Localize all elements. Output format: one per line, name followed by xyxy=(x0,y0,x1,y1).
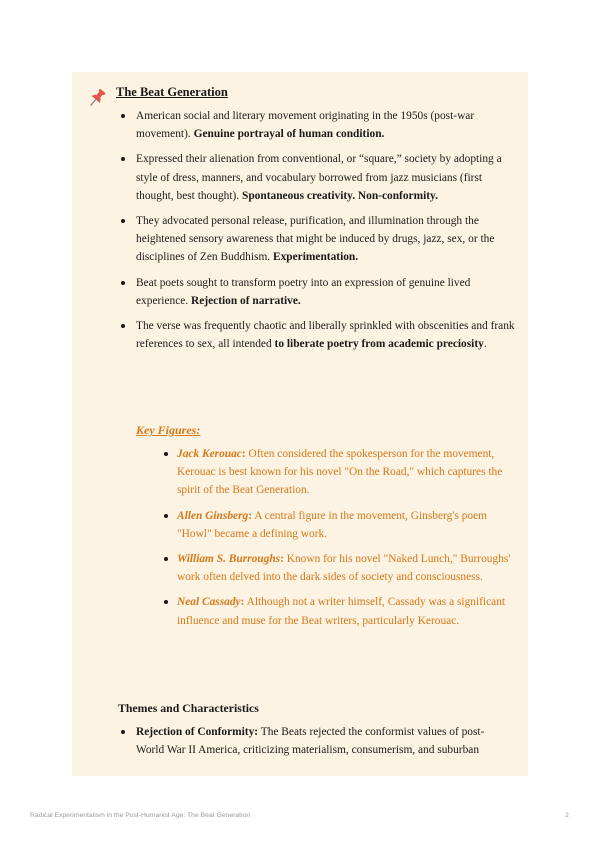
themes-heading: Themes and Characteristics xyxy=(118,701,259,715)
key-figure-item: William S. Burroughs: Known for his novel "Naked Lunch," Burroughs' work often delved into the dark sides of society and consciousness. xyxy=(161,550,516,586)
figure-name: Neal Cassady xyxy=(177,596,241,609)
figure-name: Jack Kerouac xyxy=(177,448,242,460)
list-item: Beat poets sought to transform poetry into an expression of genuine lived experience. Rejection of narrative. xyxy=(117,274,515,310)
footer-title: Radical Experimentalism in the Post-Humanist Age: The Beat Generation xyxy=(30,812,251,819)
key-figures-list xyxy=(161,445,516,637)
figure-name: Allen Ginsberg xyxy=(177,509,249,522)
pushpin-icon xyxy=(86,87,108,109)
key-figure-item: Allen Ginsberg: A central figure in the movement, Ginsberg's poem "Howl" became a defining work. xyxy=(161,507,516,543)
page-number: 2 xyxy=(565,812,569,819)
beat-bullet-list xyxy=(117,107,515,360)
key-figure-item: Neal Cassady: Although not a writer himself, Cassady was a significant influence and muse for the Beat writers, particularly Kerouac. xyxy=(161,593,516,629)
key-figure-item: Jack Kerouac: Often considered the spokesperson for the movement, Kerouac is best known for his novel "On the Road," which captures the spirit of the Beat Generation. xyxy=(161,445,516,500)
key-figures-heading: Key Figures: xyxy=(136,423,201,437)
list-item: American social and literary movement originating in the 1950s (post-war movement). Genuine portrayal of human condition. xyxy=(117,107,515,143)
list-item: Rejection of Conformity: The Beats rejected the conformist values of post-World War II America, criticizing materialism, consumerism, and suburban xyxy=(117,723,512,759)
list-item: The verse was frequently chaotic and liberally sprinkled with obscenities and frank references to sex, all intended to liberate poetry from academic preciosity. xyxy=(117,317,515,353)
beat-generation-card xyxy=(72,72,528,776)
list-item: They advocated personal release, purification, and illumination through the heightened sensory awareness that might be induced by drugs, jazz, sex, or the disciplines of Zen Buddhism. Experimentation. xyxy=(117,212,515,267)
themes-list xyxy=(117,723,512,759)
section-title: The Beat Generation xyxy=(116,85,228,99)
figure-name: William S. Burroughs xyxy=(177,553,281,566)
list-item: Expressed their alienation from conventional, or “square,” society by adopting a style of dress, manners, and vocabulary borrowed from jazz musicians (first thought, best thought). Spontaneous creativity. Non-conformity. xyxy=(117,150,515,205)
